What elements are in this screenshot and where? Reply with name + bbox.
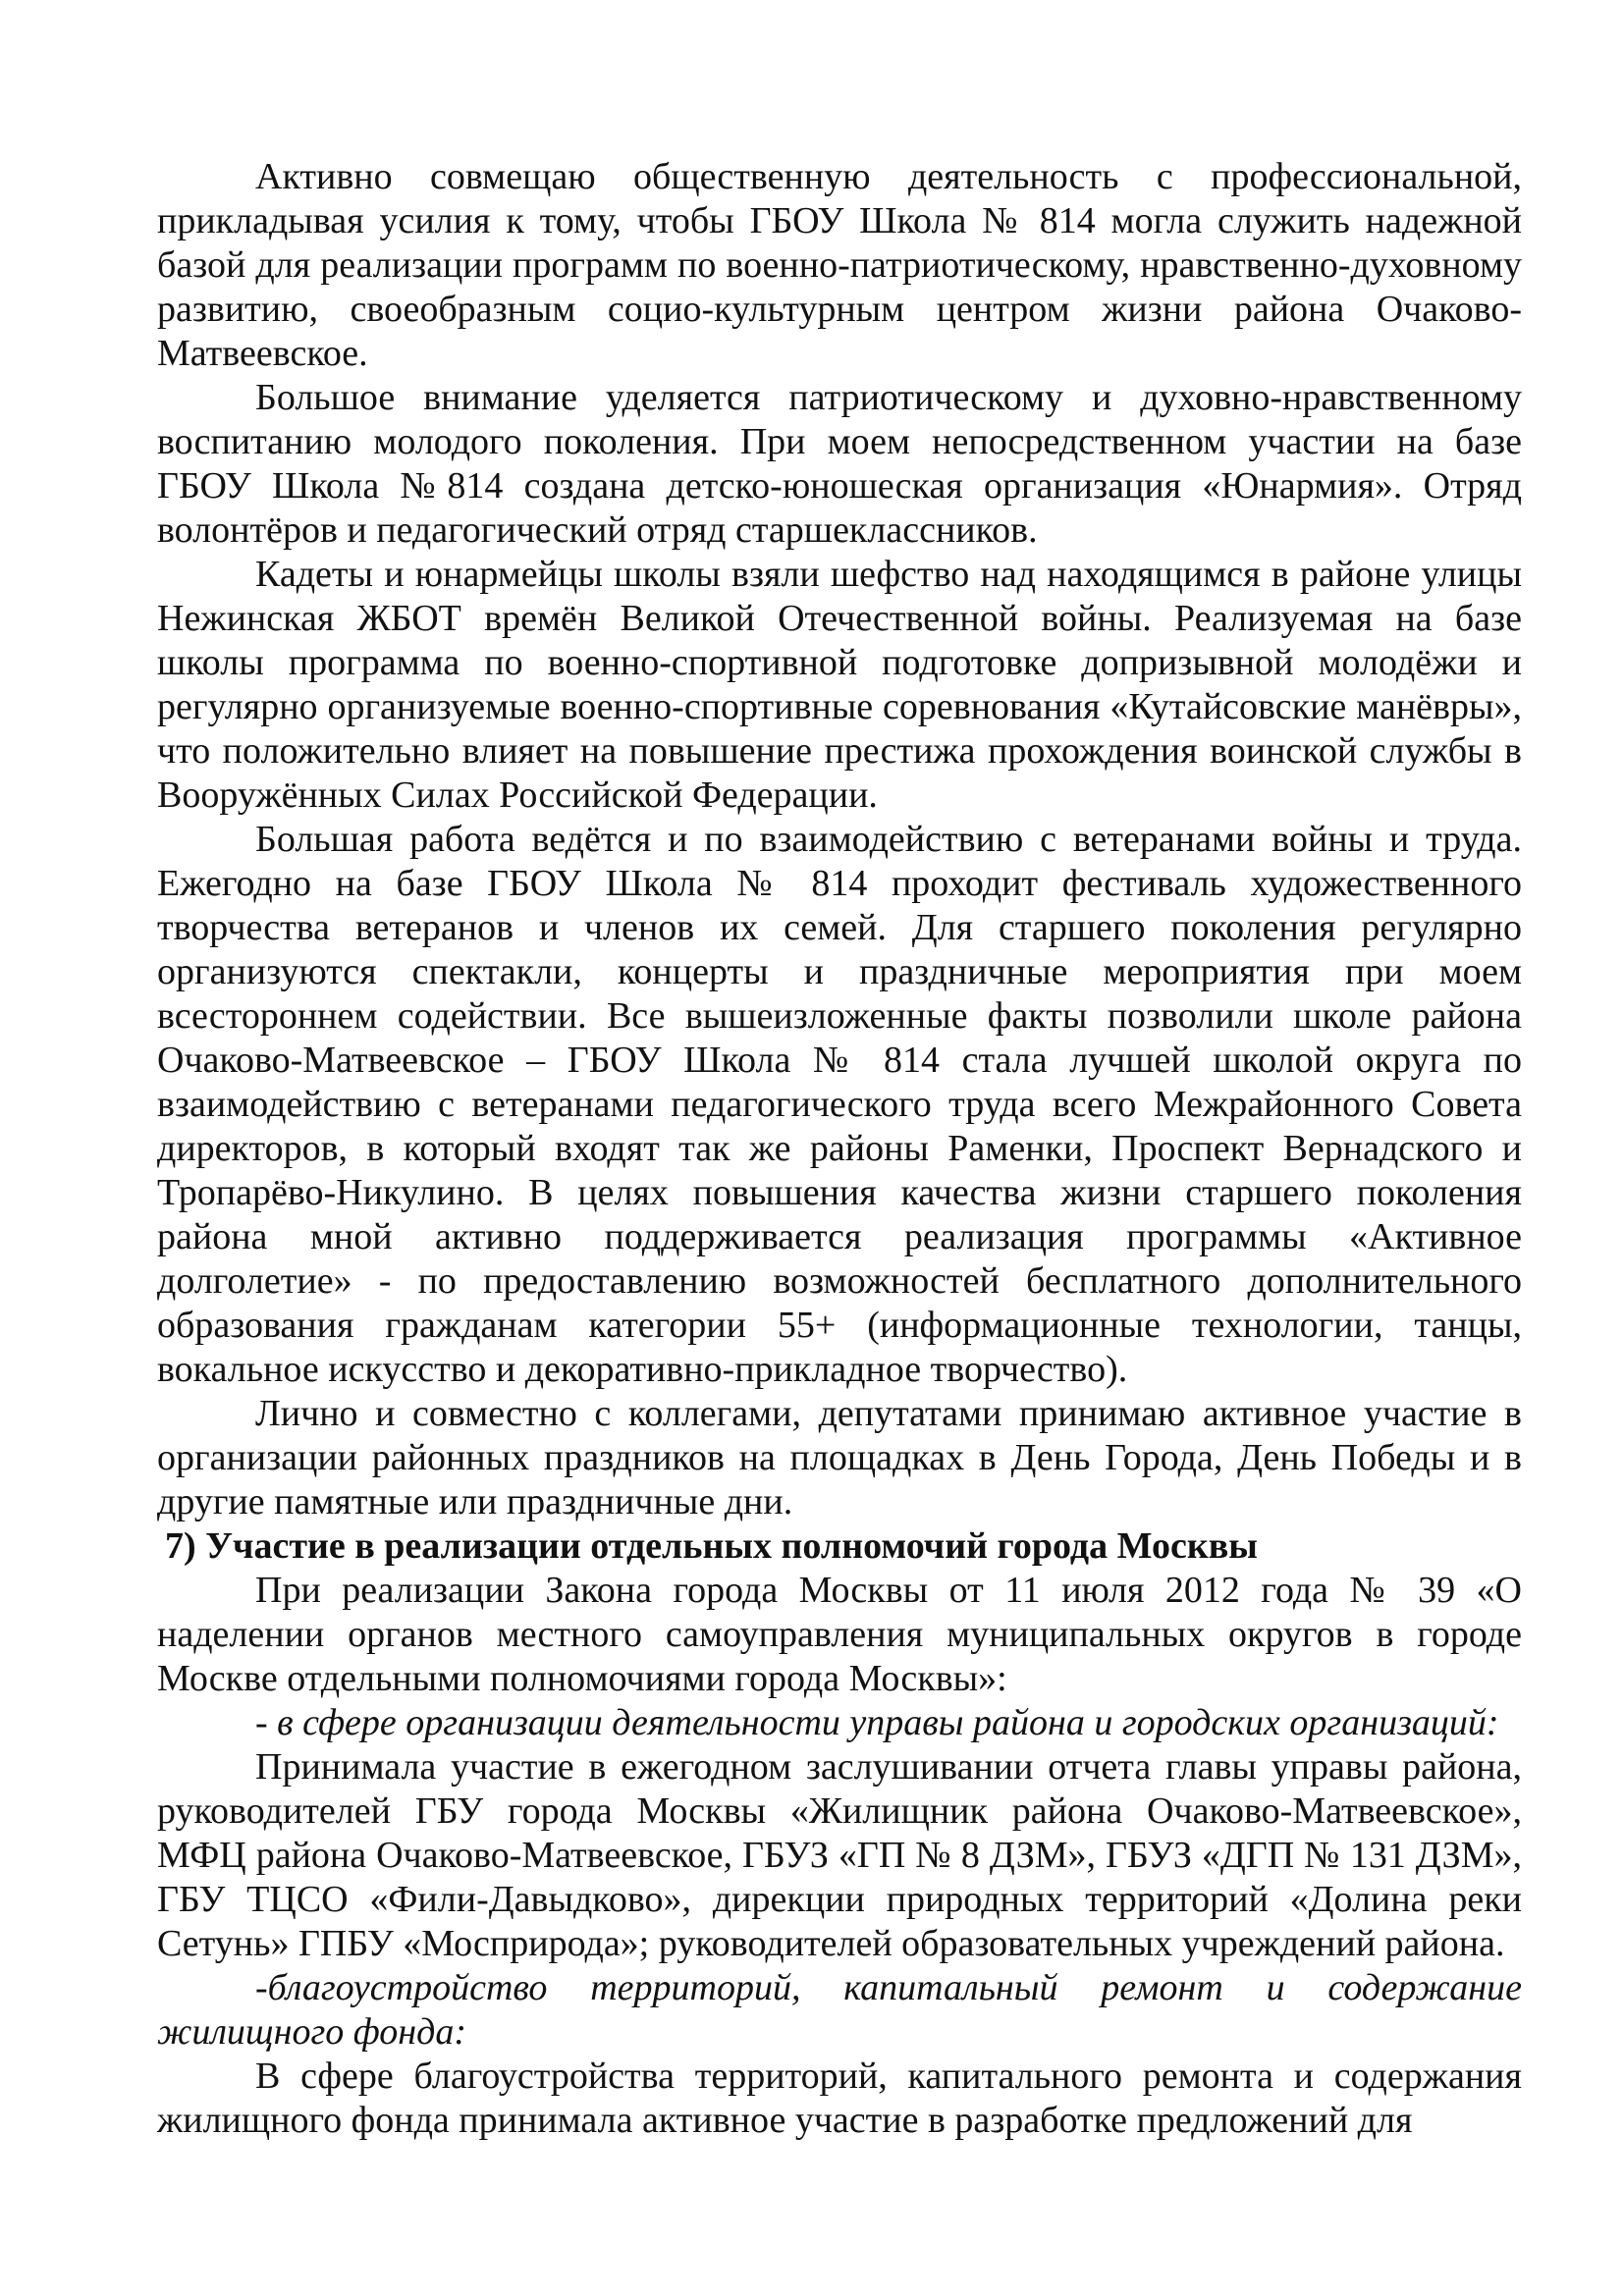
paragraph-public-activity: Активно совмещаю общественную деятельность с профессиональной, прикладывая усилия к тому, чтобы ГБОУ Школа № 814 могла служить надежной базой для реализации программ по военно-патриотическому, нравственно-духовному развитию, своеобразным социо-культурным центром жизни района Очаково-Матвеевское. bbox=[157, 156, 1522, 374]
paragraph-veterans: Большая работа ведётся и по взаимодействию с ветеранами войны и труда. Ежегодно на базе ГБОУ Школа № 814 проходит фестиваль художественного творчества ветеранов и членов их семей. Для старшего поколения регулярно организуются спектакли, концерты и праздничные мероприятия при моем всестороннем содействии. Все вышеизложенные факты позволили школе района Очаково-Матвеевское – ГБОУ Школа № 814 стала лучшей школой округа по взаимодействию с ветеранами педагогического труда всего Межрайонного Совета директоров, в который входят так же районы Раменки, Проспект Вернадского и Тропарёво-Никулино. В целях повышения качества жизни старшего поколения района мной активно поддерживается реализация программы «Активное долголетие» - по предоставлению возможностей бесплатного дополнительного образования гражданам категории 55+ (информационные технологии, танцы, вокальное искусство и декоративно-прикладное творчество). bbox=[157, 819, 1522, 1390]
paragraph-landscaping: В сфере благоустройства территорий, капитального ремонта и содержания жилищного фонда принимала активное участие в разработке предложений для bbox=[157, 2056, 1522, 2141]
section-heading: 7) Участие в реализации отдельных полномочий города Москвы bbox=[165, 1525, 1258, 1567]
section-intro: При реализации Закона города Москвы от 11 июля 2012 года № 39 «О наделении органов местного самоуправления муниципальных округов в городе Москве отдельными полномочиями города Москвы»: bbox=[157, 1570, 1522, 1699]
paragraph-patriotic-education: Большое внимание уделяется патриотическому и духовно-нравственному воспитанию молодого поколения. При моем непосредственном участии на базе ГБОУ Школа №814 создана детско-юношеская организация «Юнармия». Отряд волонтёров и педагогический отряд старшеклассников. bbox=[157, 377, 1522, 551]
subheading-administration: - в сфере организации деятельности управы района и городских организаций: bbox=[255, 1702, 1499, 1743]
subheading-landscaping: -благоустройство территорий, капитальный ремонт и содержание жилищного фонда: bbox=[157, 1967, 1522, 2053]
document-page bbox=[157, 155, 1522, 2143]
paragraph-administration-reports: Принимала участие в ежегодном заслушивании отчета главы управы района, руководителей ГБУ города Москвы «Жилищник района Очаково-Матвеевское», МФЦ района Очаково-Матвеевское, ГБУЗ «ГП № 8 ДЗМ», ГБУЗ «ДГП № 131 ДЗМ», ГБУ ТЦСО «Фили-Давыдково», дирекции природных территорий «Долина реки Сетунь» ГПБУ «Мосприрода»; руководителей образовательных учреждений района. bbox=[157, 1746, 1522, 1964]
paragraph-cadets: Кадеты и юнармейцы школы взяли шефство над находящимся в районе улицы Нежинская ЖБОТ времён Великой Отечественной войны. Реализуемая на базе школы программа по военно-спортивной подготовке допризывной молодёжи и регулярно организуемые военно-спортивные соревнования «Кутайсовские манёвры», что положительно влияет на повышение престижа прохождения воинской службы в Вооружённых Силах Российской Федерации. bbox=[157, 554, 1522, 816]
paragraph-district-holidays: Лично и совместно с коллегами, депутатами принимаю активное участие в организации районных праздников на площадках в День Города, День Победы и в другие памятные или праздничные дни. bbox=[157, 1393, 1522, 1522]
